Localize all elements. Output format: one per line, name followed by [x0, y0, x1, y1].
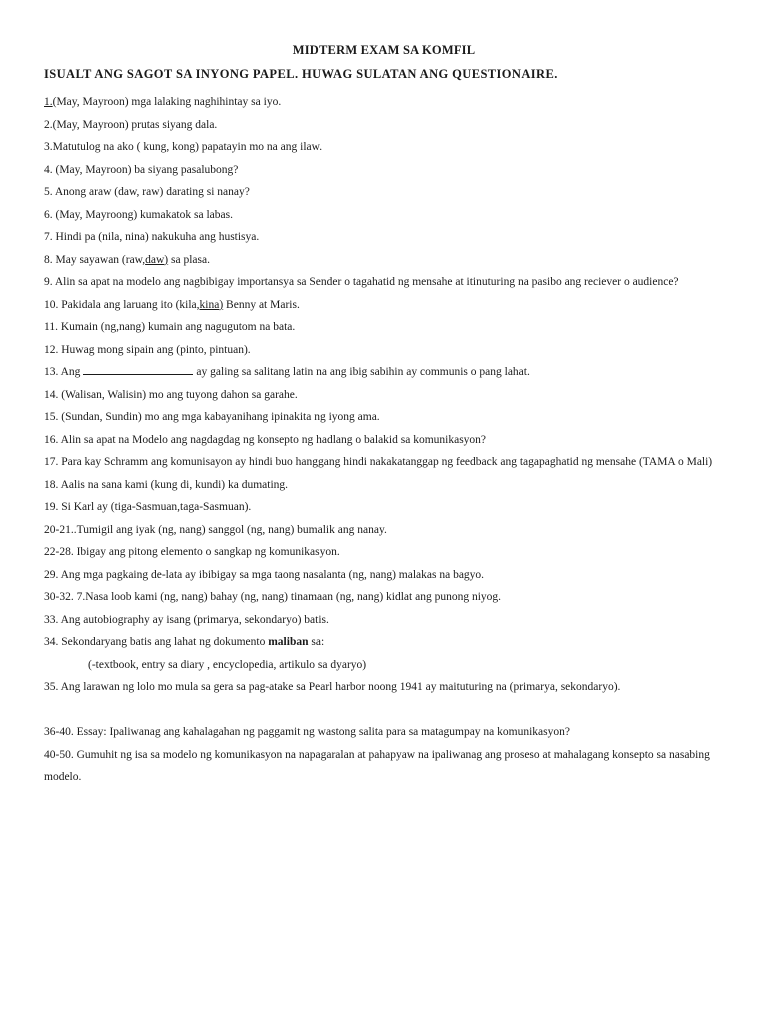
question-22-28: 22-28. Ibigay ang pitong elemento o sangkap ng komunikasyon.: [44, 546, 340, 558]
question-13-text-end: ay galing sa salitang latin na ang ibig sabihin ay communis o pang lahat.: [196, 366, 530, 378]
question-9: 9. Alin sa apat na modelo ang nagbibigay importansya sa Sender o tagahatid ng mensahe at itinuturing na pasibo ang reciever o audience?: [44, 276, 679, 288]
question-20-21: 20-21..Tumigil ang iyak (ng, nang) sanggol (ng, nang) bumalik ang nanay.: [44, 523, 387, 536]
question-6: 6. (May, Mayroong) kumakatok sa labas.: [44, 208, 233, 221]
question-33: 33. Ang autobiography ay isang (primarya, sekondaryo) batis.: [44, 613, 329, 626]
question-8-underlined: daw): [145, 253, 169, 266]
question-36-40: 36-40. Essay: Ipaliwanag ang kahalagahan ng paggamit ng wastong salita para sa matagumpay na komunikasyon?: [44, 726, 570, 738]
question-14: 14. (Walisan, Walisin) mo ang tuyong dahon sa garahe.: [44, 388, 298, 401]
question-13-text: 13. Ang: [44, 366, 81, 378]
question-8-text: 8. May sayawan (raw,: [44, 253, 146, 266]
question-16: 16. Alin sa apat na Modelo ang nagdagdag ng konsepto ng hadlang o balakid sa komunikasyon?: [44, 433, 487, 446]
question-11: 11. Kumain (ng,nang) kumain ang nagugutom na bata.: [44, 321, 296, 333]
answer-blank: [83, 363, 193, 375]
question-10-underlined: kina): [199, 298, 224, 311]
question-5: 5. Anong araw (daw, raw) darating si nanay?: [44, 186, 250, 198]
question-4: 4. (May, Mayroon) ba siyang pasalubong?: [44, 163, 239, 176]
question-34-bold: maliban: [268, 636, 309, 648]
question-40-50: 40-50. Gumuhit ng isa sa modelo ng komunikasyon na napagaralan at pahapyaw na ipaliwanag ang proseso at mahalagang konsepto sa nasabing modelo.: [44, 748, 710, 783]
question-8: [44, 249, 734, 272]
question-7: 7. Hindi pa (nila, nina) nakukuha ang hustisya.: [44, 231, 260, 243]
exam-instruction: ISUALT ANG SAGOT SA INYONG PAPEL. HUWAG SULATAN ANG QUESTIONAIRE.: [44, 67, 558, 81]
question-30-32: 30-32. 7.Nasa loob kami (ng, nang) bahay (ng, nang) tinamaan (ng, nang) kidlat ang punong niyog.: [44, 591, 502, 603]
question-10-text: 10. Pakidala ang laruang ito (kila,: [44, 298, 200, 311]
question-34-text: 34. Sekondaryang batis ang lahat ng dokumento: [44, 636, 269, 648]
question-list: [44, 91, 734, 789]
question-12: 12. Huwag mong sipain ang (pinto, pintuan).: [44, 343, 251, 356]
question-8-text-end: sa plasa.: [168, 253, 210, 266]
question-29: 29. Ang mga pagkaing de-lata ay ibibigay sa mga taong nasalanta (ng, nang) malakas na bagyo.: [44, 568, 485, 581]
question-2: 2.(May, Mayroon) prutas siyang dala.: [44, 118, 218, 131]
question-3: 3.Matutulog na ako ( kung, kong) papatayin mo na ang ilaw.: [44, 141, 323, 153]
question-35: 35. Ang larawan ng lolo mo mula sa gera sa pag-atake sa Pearl harbor noong 1941 ay maituturing na (primarya, sekondaryo).: [44, 681, 621, 693]
question-1: [44, 91, 734, 114]
question-34-text-end: sa:: [308, 636, 325, 648]
question-13: [44, 361, 734, 384]
question-10-text-end: Benny at Maris.: [223, 298, 300, 311]
question-1-number: 1.: [44, 96, 53, 108]
question-1-text: (May, Mayroon) mga lalaking naghihintay sa iyo.: [52, 96, 282, 108]
question-19: 19. Si Karl ay (tiga-Sasmuan,taga-Sasmuan).: [44, 501, 252, 513]
exam-title: MIDTERM EXAM SA KOMFIL: [292, 43, 476, 57]
question-10: [44, 294, 734, 317]
question-15: 15. (Sundan, Sundin) mo ang mga kabayanihang ipinakita ng iyong ama.: [44, 411, 380, 423]
question-18: 18. Aalis na sana kami (kung di, kundi) ka dumating.: [44, 478, 289, 491]
question-34-choices: (-textbook, entry sa diary , encyclopedia, artikulo sa dyaryo): [88, 658, 367, 671]
question-34: [44, 631, 734, 654]
question-17: 17. Para kay Schramm ang komunisayon ay hindi buo hanggang hindi nakakatanggap ng feedback ang tagapaghatid ng mensahe (TAMA o Mali): [44, 456, 713, 468]
